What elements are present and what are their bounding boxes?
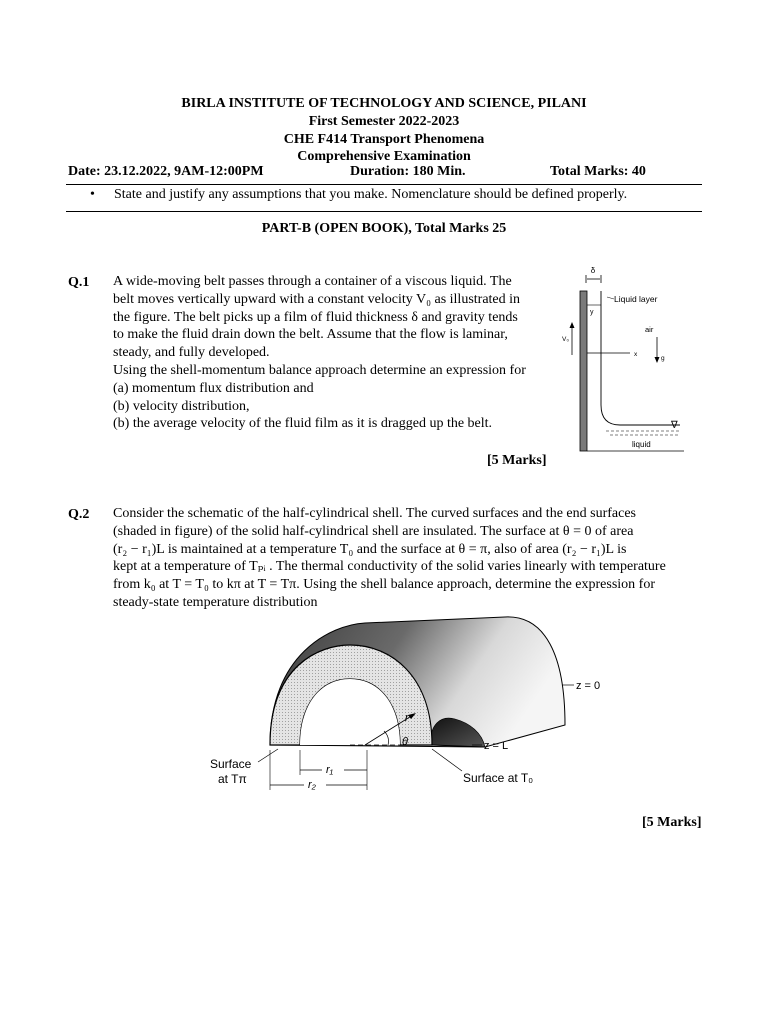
liquid-layer-leader <box>607 297 614 299</box>
r2-label: r₂ <box>308 779 316 791</box>
air-label: air <box>645 325 654 334</box>
q2-line: (shaded in figure) of the solid half-cylindrical shell are insulated. The surface at θ = 0 of area <box>113 523 634 539</box>
velocity-arrowhead <box>570 322 575 328</box>
exam-total-marks: Total Marks: 40 <box>550 164 646 179</box>
instruction-divider <box>66 211 702 212</box>
semester: First Semester 2022-2023 <box>308 114 460 129</box>
surface-pi-leader <box>258 749 278 762</box>
instruction-text: State and justify any assumptions that you make. Nomenclature should be defined properly. <box>114 187 628 202</box>
q2-line: from k₀ at T = T₀ to kπ at T = Tπ. Using the shell balance approach, determine the expression for <box>113 577 656 593</box>
surface-t0-label: Surface at T₀ <box>463 771 534 785</box>
course-title: CHE F414 Transport Phenomena <box>283 132 485 147</box>
q1-line: the figure. The belt picks up a film of fluid thickness δ and gravity tends <box>113 309 518 325</box>
q2-text <box>113 505 701 612</box>
q1-line: A wide-moving belt passes through a container of a viscous liquid. The <box>113 274 512 289</box>
theta-label: θ <box>402 736 408 748</box>
x-axis-label: x <box>634 351 638 358</box>
institute-name: BIRLA INSTITUTE OF TECHNOLOGY AND SCIENCE, PILANI <box>181 96 587 111</box>
q1-line: to make the fluid drain down the belt. Assume that the flow is laminar, <box>113 327 508 343</box>
y-axis-label: y <box>590 309 594 316</box>
surface-pi-label-1: Surface <box>210 757 252 771</box>
surface-pi-label-2: at Tπ <box>218 772 247 786</box>
q2-number: Q.2 <box>68 507 90 522</box>
q1-line: Using the shell-momentum balance approach determine an expression for <box>113 362 526 378</box>
q2-line: Consider the schematic of the half-cylindrical shell. The curved surfaces and the end surfaces <box>113 506 636 521</box>
g-label: g <box>661 355 665 362</box>
v0-label: V₀ <box>562 336 570 343</box>
q1-line: (b) the average velocity of the fluid film as it is dragged up the belt. <box>113 416 493 432</box>
z0-label: z = 0 <box>576 680 601 692</box>
q1-line: (a) momentum flux distribution and <box>113 380 314 396</box>
delta-label: δ <box>590 266 596 275</box>
header-divider <box>66 184 702 185</box>
part-title: PART-B (OPEN BOOK), Total Marks 25 <box>261 221 507 236</box>
surface-t0-leader <box>432 749 462 771</box>
exam-title: Comprehensive Examination <box>297 149 471 164</box>
belt-figure <box>560 265 690 455</box>
zL-label: z = L <box>484 740 509 752</box>
q2-line: steady-state temperature distribution <box>113 594 318 610</box>
q1-line: steady, and fully developed. <box>113 345 270 361</box>
r-label: r <box>405 712 409 724</box>
exam-duration: Duration: 180 Min. <box>350 164 466 179</box>
gravity-arrowhead <box>655 357 660 363</box>
exam-meta-row <box>68 164 700 182</box>
bullet-icon: • <box>90 187 95 202</box>
q1-text <box>113 273 550 433</box>
exam-date: Date: 23.12.2022, 9AM-12:00PM <box>68 164 264 179</box>
q2-line: (r₂ − r₁)L is maintained at a temperature T₀ and the surface at θ = π, also of area (r₂ − r₁)L is <box>113 541 627 557</box>
q1-marks: [5 Marks] <box>487 453 547 468</box>
half-cylinder-figure <box>200 615 620 800</box>
q1-line: (b) velocity distribution, <box>113 398 250 414</box>
liquid-layer-label: Liquid layer <box>614 294 658 304</box>
free-surface-icon: ∇ <box>671 420 678 431</box>
r1-label: r₁ <box>326 764 334 776</box>
q2-line: kept at a temperature of Tₚᵢ . The thermal conductivity of the solid varies linearly with temperature <box>113 559 666 575</box>
q1-number: Q.1 <box>68 275 90 290</box>
q2-marks: [5 Marks] <box>642 815 702 830</box>
liquid-layer-outline <box>601 291 680 425</box>
q1-line: belt moves vertically upward with a constant velocity V₀ as illustrated in <box>113 291 521 307</box>
belt <box>580 291 587 451</box>
liquid-label: liquid <box>632 440 651 449</box>
